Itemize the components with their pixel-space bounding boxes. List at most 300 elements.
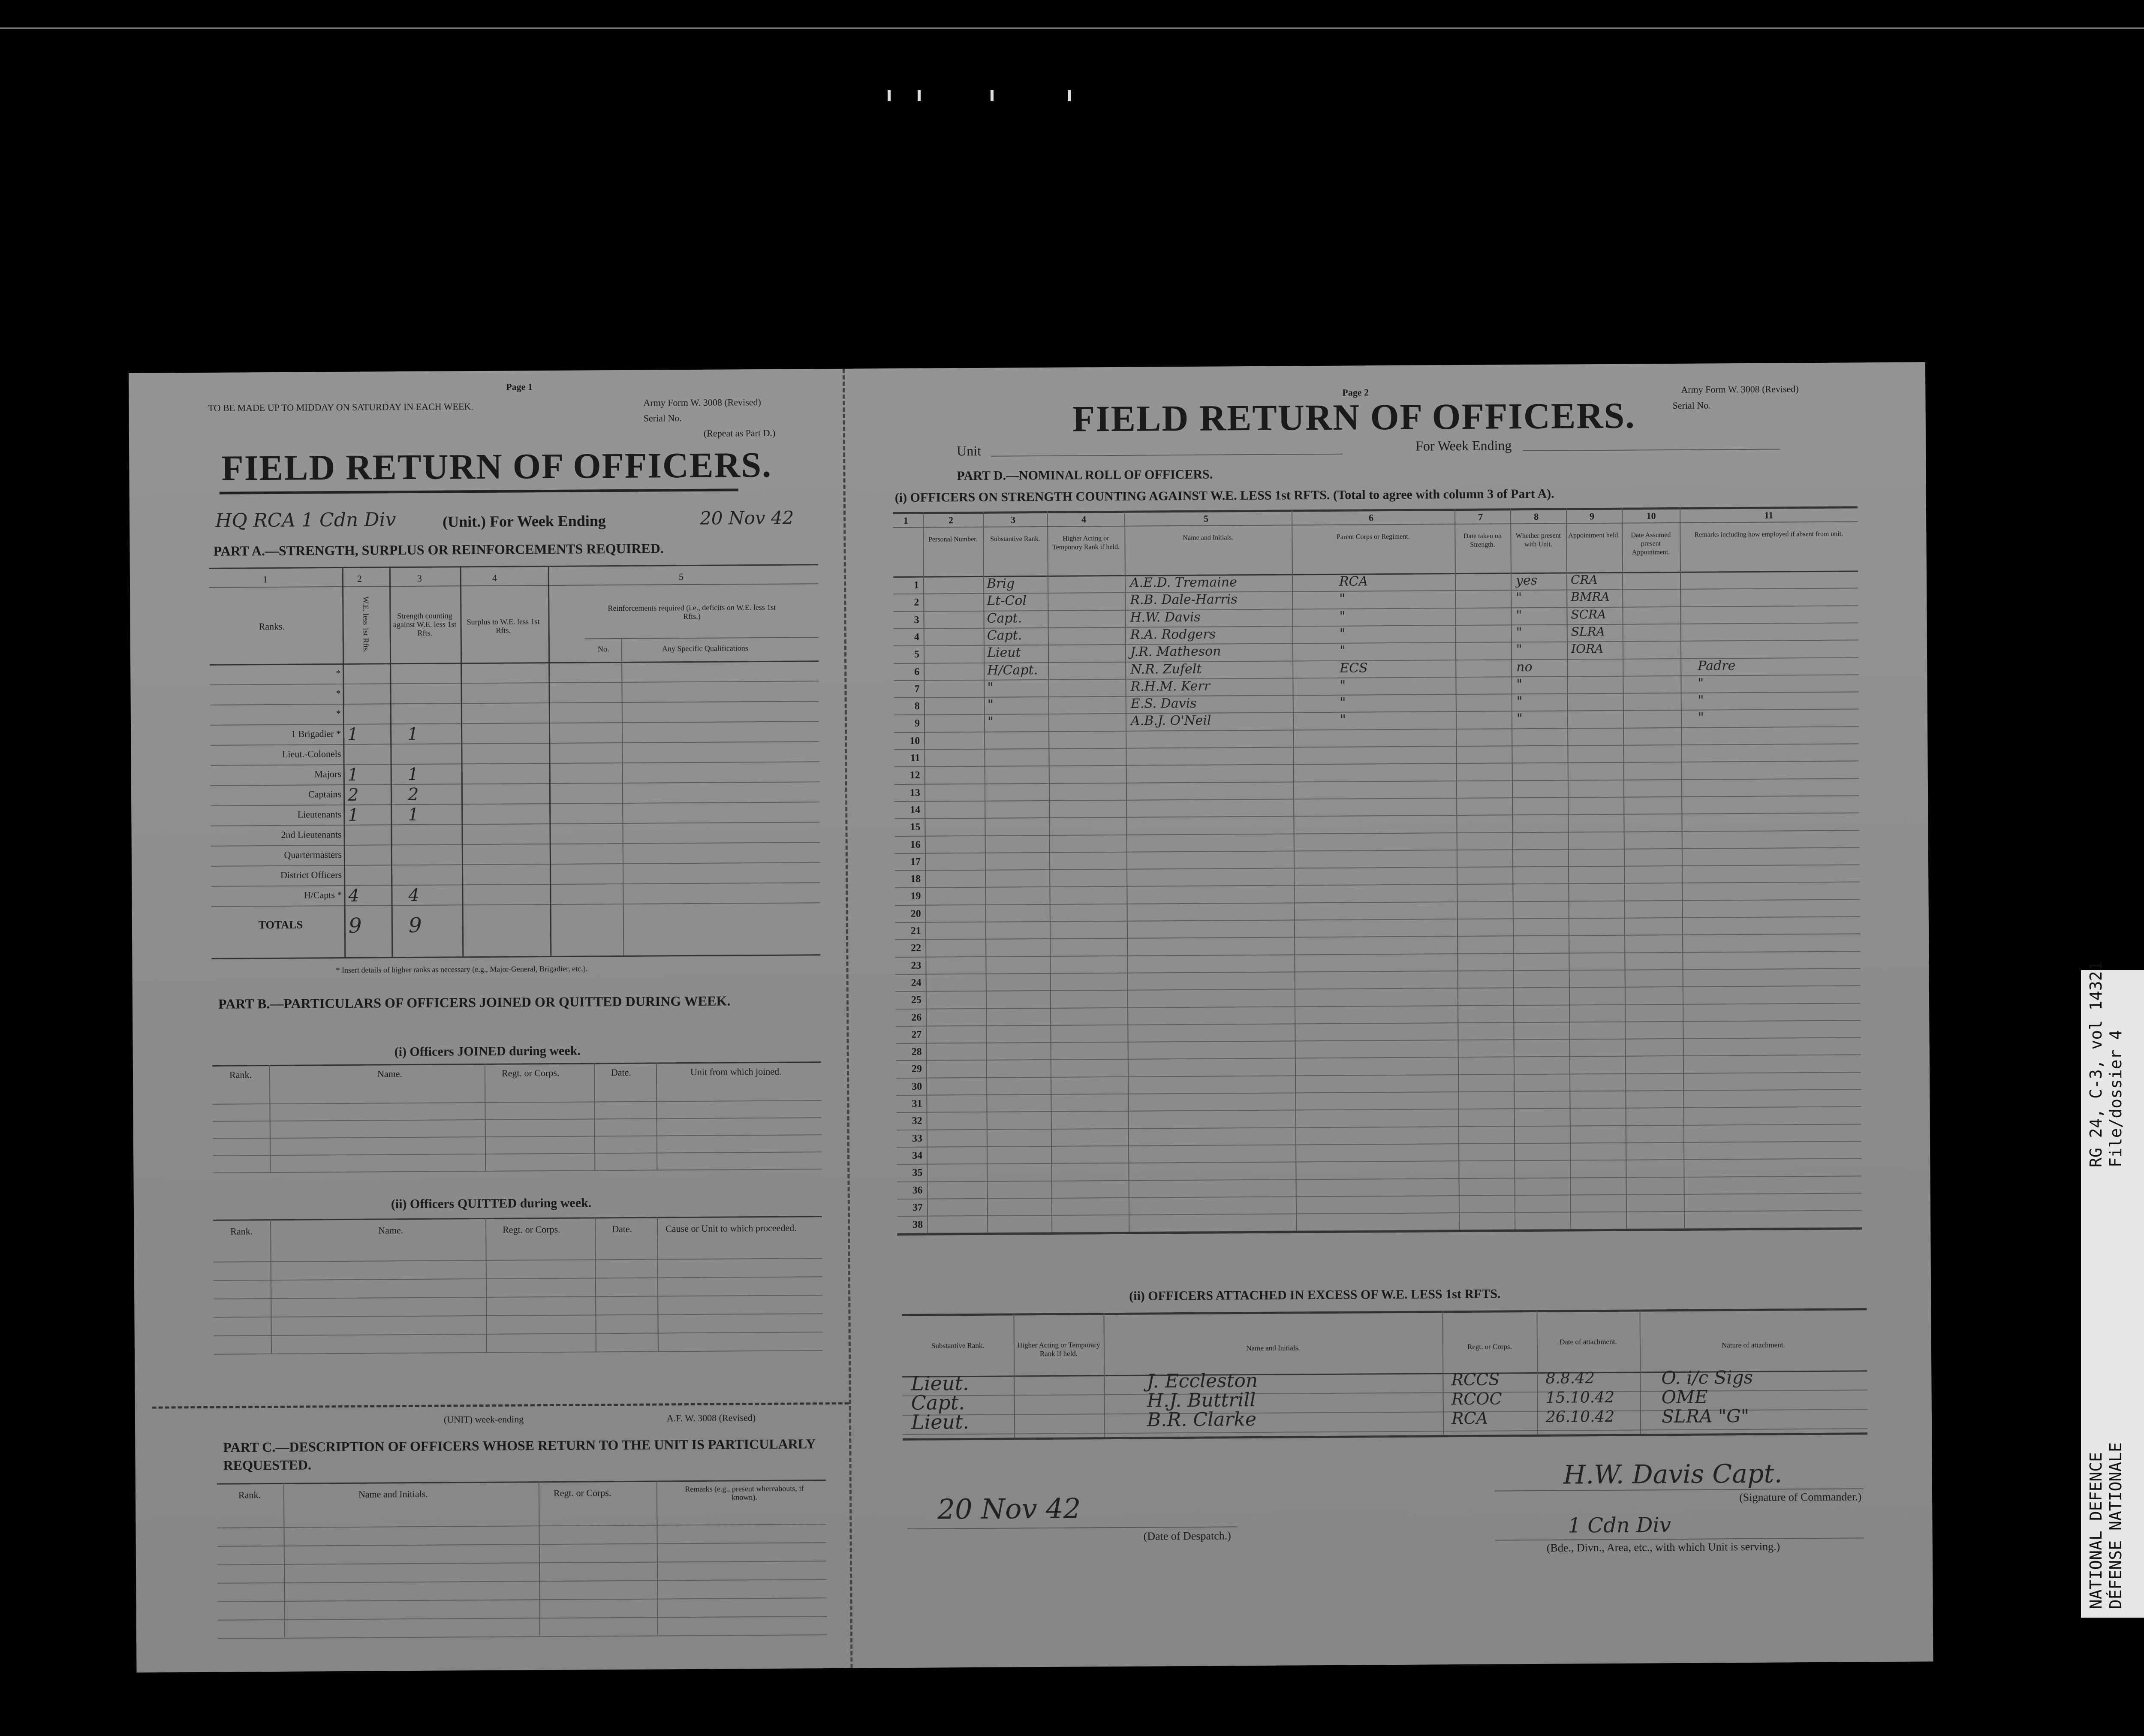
roll-entry-name: R.B. Dale-Harris [1130, 592, 1238, 608]
roll-row-rule [894, 726, 1859, 733]
page1-serial-no: Serial No. [643, 413, 682, 424]
roll-col-header: Date taken on Strength. [1463, 532, 1502, 549]
roll-row-number: 21 [910, 925, 921, 937]
part-a-row-rule [211, 882, 820, 887]
roll-entry-appointment: SLRA [1571, 624, 1605, 639]
roll-entry-appointment: SCRA [1571, 607, 1606, 622]
part-c-row-rule [217, 1597, 826, 1602]
part-a-row-rule [210, 681, 819, 685]
roll-entry-present: no [1516, 659, 1533, 675]
part-a-strength-value: 1 [407, 764, 419, 785]
roll-entry-present: yes [1515, 573, 1538, 588]
joined-row-rule [213, 1169, 822, 1173]
part-a-row-rule [211, 842, 820, 847]
roll-col-number: 2 [949, 515, 954, 526]
roll-row-number: 22 [911, 943, 921, 954]
page1-label: Page 1 [506, 381, 533, 392]
part-a-row-rule [211, 761, 819, 766]
part-a-col-surplus: Surplus to W.E. less 1st Rfts. [467, 617, 540, 635]
roll-row-number: 11 [910, 752, 920, 764]
quitted-row-rule [214, 1276, 822, 1281]
att-entry-name: B.R. Clarke [1147, 1408, 1257, 1431]
part-c-rows [217, 1505, 827, 1638]
roll-row-rule [896, 1020, 1861, 1027]
roll-row-number: 25 [911, 994, 922, 1006]
roll-col-number: 9 [1590, 511, 1595, 522]
part-a-col-strength: Strength counting against W.E. less 1st Rfts. [393, 611, 457, 637]
part-a-we-value: 4 [348, 886, 360, 906]
totals-strength-value: 9 [408, 913, 422, 938]
roll-row-rule [896, 1003, 1861, 1010]
part-a-rank-label: 2nd Lieutenants [281, 829, 342, 840]
roll-row-number: 19 [910, 891, 921, 902]
roll-entry-corps: " [1340, 678, 1346, 693]
part-c-row-rule [217, 1542, 826, 1547]
quitted-top-rule [213, 1216, 822, 1221]
roll-row-number: 24 [911, 977, 921, 989]
roll-row-number: 31 [912, 1098, 922, 1109]
roll-row-rule [897, 1175, 1862, 1182]
part-c-row-rule [217, 1524, 826, 1528]
archive-ref-line3: NATIONAL DEFENCE [2087, 1452, 2105, 1609]
centre-fold [843, 369, 853, 1668]
roll-entry-name: J.R. Matheson [1130, 644, 1221, 660]
roll-col-number: 11 [1764, 509, 1774, 521]
roll-row-number: 4 [914, 631, 919, 643]
part-a-colnum-5: 5 [678, 571, 684, 582]
roll-row-rule [896, 986, 1861, 992]
roll-row-rule [894, 674, 1858, 681]
part-b-heading: PART B.—PARTICULARS OF OFFICERS JOINED OR QUITTED DURING WEEK. [218, 993, 731, 1012]
roll-col-number: 7 [1478, 511, 1483, 522]
roll-num-rule [893, 521, 1858, 528]
part-a-rank-label: * [336, 708, 341, 719]
part-a-col-no: No. [597, 645, 609, 654]
roll-row-number: 36 [912, 1184, 923, 1196]
part-a-col-we: W.E. less 1st Rfts. [361, 596, 370, 653]
roll-entry-rank: " [987, 697, 994, 712]
att-entry-corps: RCA [1451, 1408, 1488, 1428]
part-a-colnum-1: 1 [262, 574, 268, 585]
made-up-note: TO BE MADE UP TO MIDDAY ON SATURDAY IN EACH WEEK. [208, 401, 473, 413]
unit-week-label: (Unit.) For Week Ending [443, 512, 606, 530]
part-a-rank-label: Quartermasters [284, 849, 342, 860]
roll-col-header: Personal Number. [928, 535, 978, 543]
part-a-we-value: 1 [348, 805, 359, 825]
roll-row-number: 2 [914, 597, 919, 609]
roll-entry-corps: " [1339, 609, 1346, 624]
roll-entry-present: " [1516, 590, 1522, 606]
part-a-colnum-4: 4 [492, 572, 497, 583]
roll-row-rule [896, 968, 1861, 975]
att-col-header: Substantive Rank. [931, 1341, 985, 1350]
roll-entry-corps: " [1340, 712, 1346, 728]
part-c-col-corps: Regt. or Corps. [553, 1487, 611, 1498]
roll-row-rule [895, 951, 1860, 958]
roll-row-rule [895, 882, 1860, 889]
att-entry-rank: Capt. [911, 1391, 965, 1414]
roll-row-number: 38 [912, 1219, 923, 1230]
roll-col-header: Appointment held. [1568, 531, 1620, 539]
roll-vlines [129, 362, 1925, 373]
part-a-top-rule [209, 564, 818, 569]
roll-row-rule [894, 761, 1859, 768]
roll-row-rule [897, 1158, 1861, 1165]
roll-entry-rank: Brig [986, 576, 1015, 591]
joined-col-unit: Unit from which joined. [690, 1066, 782, 1078]
roll-row-rule [894, 640, 1858, 647]
title-underline [220, 488, 738, 494]
roll-row-number: 26 [911, 1012, 922, 1023]
roll-entry-name: R.A. Rodgers [1130, 627, 1216, 642]
page2-unit-line [991, 454, 1343, 457]
roll-col-header: Date Assumed present Appointment. [1631, 531, 1671, 556]
part-a-col-reinf: Reinforcements required (i.e., deficits on W.E. less 1st Rfts.) [608, 603, 776, 621]
roll-entry-appointment: BMRA [1571, 590, 1610, 604]
part-c-row-rule [218, 1616, 827, 1621]
roll-row-number: 32 [912, 1115, 922, 1127]
att-entry-date: 8.8.42 [1545, 1369, 1595, 1387]
roll-row-number: 14 [910, 804, 921, 816]
part-a-rank-label: Captains [308, 788, 342, 800]
roll-entry-remarks: " [1698, 693, 1704, 708]
roll-row-number: 7 [914, 683, 920, 695]
part-a-col-ranks: Ranks. [259, 621, 285, 632]
part-a-row-rule [211, 902, 820, 907]
joined-col-corps: Regt. or Corps. [501, 1067, 560, 1079]
part-c-col-name: Name and Initials. [358, 1488, 428, 1500]
part-a-row-rule [211, 862, 820, 867]
page2-title: FIELD RETURN OF OFFICERS. [1072, 395, 1636, 440]
part-a-rank-label: Majors [314, 768, 341, 780]
roll-row-rule [894, 622, 1858, 629]
unit-handwritten: HQ RCA 1 Cdn Div [215, 509, 396, 532]
att-entry-rank: Lieut. [911, 1410, 970, 1434]
quitted-row-rule [214, 1258, 822, 1263]
part-c-form: A.F. W. 3008 (Revised) [666, 1412, 756, 1424]
roll-row-rule [897, 1210, 1862, 1217]
section-i-heading: (i) OFFICERS ON STRENGTH COUNTING AGAINST W.E. LESS 1st RFTS. (Total to agree with column 3 of Part A). [894, 486, 1554, 505]
joined-row-rule [213, 1134, 822, 1139]
page2-army-form: Army Form W. 3008 (Revised) [1681, 383, 1799, 395]
joined-col-date: Date. [611, 1067, 632, 1078]
roll-col-header: Whether present with Unit. [1515, 532, 1561, 549]
part-a-row-rule [211, 802, 819, 806]
att-entry-name: H.J. Buttrill [1147, 1389, 1256, 1412]
part-a-strength-value: 1 [407, 724, 419, 744]
att-col-header: Nature of attachment. [1721, 1341, 1785, 1350]
att-col-header: Regt. or Corps. [1467, 1342, 1512, 1351]
quitted-rows [213, 1239, 823, 1355]
roll-row-rule [896, 1037, 1861, 1044]
roll-row-number: 9 [914, 718, 920, 729]
roll-col-number: 4 [1081, 514, 1087, 525]
roll-entry-corps: RCA [1339, 574, 1368, 589]
part-a-footnote: * Insert details of higher ranks as necessary (e.g., Major-General, Brigadier, etc.). [336, 964, 588, 975]
roll-row-rule [895, 934, 1860, 940]
joined-heading: (i) Officers JOINED during week. [394, 1043, 581, 1059]
week-ending-handwritten: 20 Nov 42 [699, 507, 794, 529]
roll-row-number: 37 [912, 1202, 923, 1213]
part-c-row-rule [218, 1634, 827, 1639]
roll-row-rule [895, 847, 1860, 854]
roll-entry-corps: " [1339, 591, 1346, 607]
joined-row-rule [212, 1100, 821, 1105]
roll-row-number: 13 [909, 787, 921, 799]
roll-row-rule [894, 691, 1859, 698]
roll-entry-corps: ECS [1340, 660, 1368, 676]
part-a-num-rule [209, 583, 818, 588]
att-entry-corps: RCCS [1451, 1370, 1500, 1389]
part-a-rank-label: * [336, 687, 341, 699]
att-entry-rank: Lieut. [911, 1371, 969, 1395]
page2-week-label: For Week Ending [1415, 437, 1512, 454]
formation-handwritten: 1 Cdn Div [1568, 1513, 1671, 1538]
part-a-row-rule [210, 701, 819, 705]
roll-top-rule [893, 506, 1858, 514]
roll-row-rule [897, 1106, 1861, 1113]
roll-col-header: Name and Initials. [1183, 534, 1234, 542]
att-col-header: Name and Initials. [1246, 1344, 1300, 1353]
part-a-rank-label: H/Capts * [304, 889, 342, 901]
archive-ref-line1: RG 24, C-3, vol 14321 [2087, 961, 2105, 1167]
roll-entry-present: " [1516, 642, 1522, 657]
quitted-row-rule [214, 1350, 823, 1355]
att-rows [902, 1366, 1867, 1436]
att-entry-nature: O. i/c Sigs [1661, 1366, 1753, 1389]
part-a-heading: PART A.—STRENGTH, SURPLUS OR REINFORCEMENTS REQUIRED. [213, 540, 664, 559]
roll-col-header: Parent Corps or Regiment. [1337, 533, 1410, 541]
roll-row-rule [895, 916, 1860, 923]
roll-row-number: 8 [914, 700, 920, 712]
att-row-rule [903, 1389, 1867, 1396]
roll-entry-name: A.B.J. O'Neil [1130, 713, 1211, 729]
joined-rows [212, 1083, 822, 1172]
formation-line [1495, 1537, 1864, 1540]
part-a-row-rule [210, 721, 819, 726]
roll-row-rule [897, 1193, 1862, 1200]
roll-row-number: 10 [909, 735, 920, 747]
roll-row-rule [895, 830, 1860, 837]
roll-entry-rank: " [987, 714, 994, 730]
part-c-col-remarks: Remarks (e.g., present whereabouts, if known). [685, 1484, 804, 1502]
despatch-date-handwritten: 20 Nov 42 [937, 1493, 1081, 1526]
roll-entry-rank: Capt. [987, 628, 1022, 643]
roll-row-number: 30 [912, 1081, 922, 1092]
roll-col-number: 10 [1646, 510, 1656, 521]
roll-col-number: 3 [1011, 514, 1016, 525]
page2-unit-label: Unit [957, 443, 982, 459]
roll-entry-present: " [1516, 694, 1523, 709]
roll-row-number: 15 [910, 821, 921, 833]
roll-row-rule [894, 778, 1859, 785]
section-ii-heading: (ii) OFFICERS ATTACHED IN EXCESS OF W.E. LESS 1st RFTS. [1129, 1287, 1501, 1303]
roll-col-header: Remarks including how employed if absent from unit. [1694, 530, 1843, 539]
att-top-rule [902, 1308, 1867, 1316]
page2-week-line [1523, 449, 1780, 451]
part-c-heading: PART C.—DESCRIPTION OF OFFICERS WHOSE RETURN TO THE UNIT IS PARTICULARLY REQUESTED. [223, 1436, 816, 1473]
quitted-heading: (ii) Officers QUITTED during week. [391, 1196, 592, 1212]
roll-entry-remarks: Padre [1698, 658, 1736, 674]
roll-row-rule [894, 743, 1859, 750]
roll-row-number: 6 [914, 666, 920, 678]
roll-row-rule [893, 605, 1858, 612]
totals-we-value: 9 [348, 913, 362, 938]
att-entry-date: 15.10.42 [1545, 1388, 1615, 1407]
form-sheet [129, 362, 1933, 1673]
att-col-header: Higher Acting or Temporary Rank if held. [1017, 1341, 1100, 1358]
page2-label: Page 2 [1342, 387, 1369, 398]
roll-row-number: 18 [910, 873, 921, 885]
page2-serial-no: Serial No. [1672, 400, 1711, 411]
film-marks [879, 86, 1093, 112]
roll-row-rule [894, 795, 1859, 802]
joined-top-rule [212, 1061, 821, 1067]
totals-label: TOTALS [258, 918, 303, 931]
joined-col-name: Name. [377, 1068, 403, 1079]
roll-entry-name: E.S. Davis [1130, 696, 1197, 711]
roll-entry-rank: Lt-Col [987, 593, 1027, 609]
quitted-row-rule [214, 1313, 822, 1318]
part-a-strength-value: 1 [408, 805, 419, 825]
roll-entry-rank: " [987, 680, 994, 695]
roll-row-number: 28 [911, 1046, 922, 1058]
att-entry-corps: RCOC [1451, 1389, 1502, 1409]
joined-row-rule [213, 1117, 822, 1122]
roll-row-number: 34 [912, 1150, 923, 1161]
roll-entry-present: " [1516, 676, 1523, 692]
att-col-header: Date of attachment. [1560, 1337, 1617, 1346]
roll-row-number: 3 [914, 614, 919, 626]
part-c-row-rule [217, 1561, 826, 1565]
formation-label: (Bde., Divn., Area, etc., with which Unit is serving.) [1546, 1540, 1780, 1554]
quitted-row-rule [214, 1332, 823, 1336]
roll-entry-appointment: IORA [1571, 642, 1604, 656]
roll-entry-corps: " [1340, 695, 1346, 710]
page1-repeat-note: (Repeat as Part D.) [703, 427, 776, 439]
roll-row-rule [894, 709, 1859, 716]
roll-row-number: 23 [911, 960, 921, 971]
part-c-row-rule [217, 1579, 826, 1584]
despatch-label: (Date of Despatch.) [1143, 1529, 1231, 1543]
part-a-row-rule [211, 781, 819, 786]
roll-row-rule [896, 1089, 1861, 1096]
att-vlines [129, 362, 1925, 373]
roll-entry-name: A.E.D. Tremaine [1129, 575, 1237, 591]
archive-ref-line4: DÉFENSE NATIONALE [2106, 1442, 2125, 1609]
quitted-row-rule [214, 1295, 822, 1299]
perforation-line [152, 1402, 849, 1409]
quitted-col-corps: Regt. or Corps. [503, 1224, 560, 1235]
roll-col-number: 6 [1369, 512, 1374, 523]
roll-row-rule [895, 864, 1860, 871]
roll-row-rule [893, 588, 1858, 595]
part-a-row-rule [211, 822, 819, 826]
roll-row-number: 33 [912, 1133, 923, 1144]
roll-row-number: 27 [911, 1029, 922, 1040]
part-a-colnum-2: 2 [357, 573, 362, 584]
roll-entry-present: " [1516, 607, 1522, 623]
roll-col-number: 8 [1534, 511, 1539, 522]
roll-rows [893, 570, 1862, 1233]
page1-army-form: Army Form W. 3008 (Revised) [643, 396, 761, 408]
roll-row-number: 16 [910, 839, 921, 850]
quitted-col-rank: Rank. [230, 1226, 253, 1237]
roll-row-rule [895, 899, 1860, 906]
part-a-strength-value: 4 [408, 885, 420, 906]
quitted-col-cause: Cause or Unit to which proceeded. [665, 1222, 797, 1234]
roll-col-header: Substantive Rank. [990, 535, 1040, 543]
part-a-we-value: 2 [347, 785, 359, 805]
roll-row-number: 5 [914, 648, 920, 660]
archive-label-reference [2081, 961, 2144, 1618]
part-a-reinf-rule [585, 637, 819, 639]
joined-col-rank: Rank. [229, 1069, 252, 1080]
roll-row-rule [894, 813, 1859, 820]
part-a-colnum-3: 3 [417, 573, 422, 584]
part-a-we-value: 1 [347, 724, 358, 744]
film-edge-line [0, 27, 2144, 29]
despatch-line [907, 1526, 1238, 1529]
part-a-row-rule [210, 741, 819, 746]
roll-entry-present: " [1516, 711, 1523, 726]
signature-label: (Signature of Commander.) [1739, 1490, 1862, 1504]
roll-row-number: 12 [909, 770, 920, 781]
signature-handwritten: H.W. Davis Capt. [1563, 1459, 1783, 1490]
part-a-rank-label: District Officers [280, 869, 342, 880]
roll-entry-rank: H/Capt. [987, 662, 1038, 678]
roll-row-number: 20 [910, 908, 921, 919]
part-a-col-quals: Any Specific Qualifications [662, 644, 748, 653]
roll-row-rule [896, 1072, 1861, 1079]
roll-entry-name: R.H.M. Kerr [1130, 678, 1211, 694]
part-c-top-rule [217, 1480, 826, 1485]
roll-row-number: 35 [912, 1167, 923, 1179]
part-a-rank-label: Lieut.-Colonels [282, 748, 341, 760]
att-entry-name: J. Eccleston [1147, 1369, 1258, 1392]
roll-col-header: Higher Acting or Temporary Rank if held. [1052, 535, 1120, 551]
quitted-col-date: Date. [612, 1223, 632, 1235]
att-entry-nature: OME [1661, 1386, 1708, 1408]
part-a-we-value: 1 [347, 765, 359, 785]
page1-title: FIELD RETURN OF OFFICERS. [221, 445, 772, 488]
roll-entry-corps: " [1339, 643, 1346, 658]
roll-row-number: 1 [913, 579, 919, 591]
roll-row-number: 29 [911, 1064, 922, 1075]
part-a-rank-label: 1 Brigadier * [291, 728, 341, 739]
part-c-col-rank: Rank. [238, 1489, 261, 1501]
part-a-rank-label: * [336, 667, 341, 679]
att-entry-date: 26.10.42 [1545, 1407, 1615, 1426]
roll-row-rule [897, 1124, 1861, 1130]
roll-entry-name: H.W. Davis [1130, 609, 1201, 625]
part-a-rank-label: Lieutenants [297, 808, 342, 820]
roll-row-number: 17 [910, 856, 921, 868]
roll-entry-corps: " [1339, 626, 1346, 641]
roll-entry-rank: Capt. [987, 610, 1022, 626]
roll-entry-remarks: " [1698, 675, 1704, 691]
roll-entry-appointment: CRA [1570, 573, 1598, 587]
roll-entry-rank: Lieut [987, 645, 1021, 660]
roll-col-number: 1 [903, 515, 909, 526]
roll-entry-name: N.R. Zufelt [1130, 661, 1202, 677]
part-d-heading: PART D.—NOMINAL ROLL OF OFFICERS. [957, 467, 1213, 483]
roll-entry-remarks: " [1698, 710, 1704, 726]
roll-col-number: 5 [1204, 513, 1209, 524]
part-a-strength-value: 2 [407, 784, 419, 805]
roll-row-rule [896, 1055, 1861, 1061]
att-entry-nature: SLRA "G" [1661, 1405, 1750, 1427]
